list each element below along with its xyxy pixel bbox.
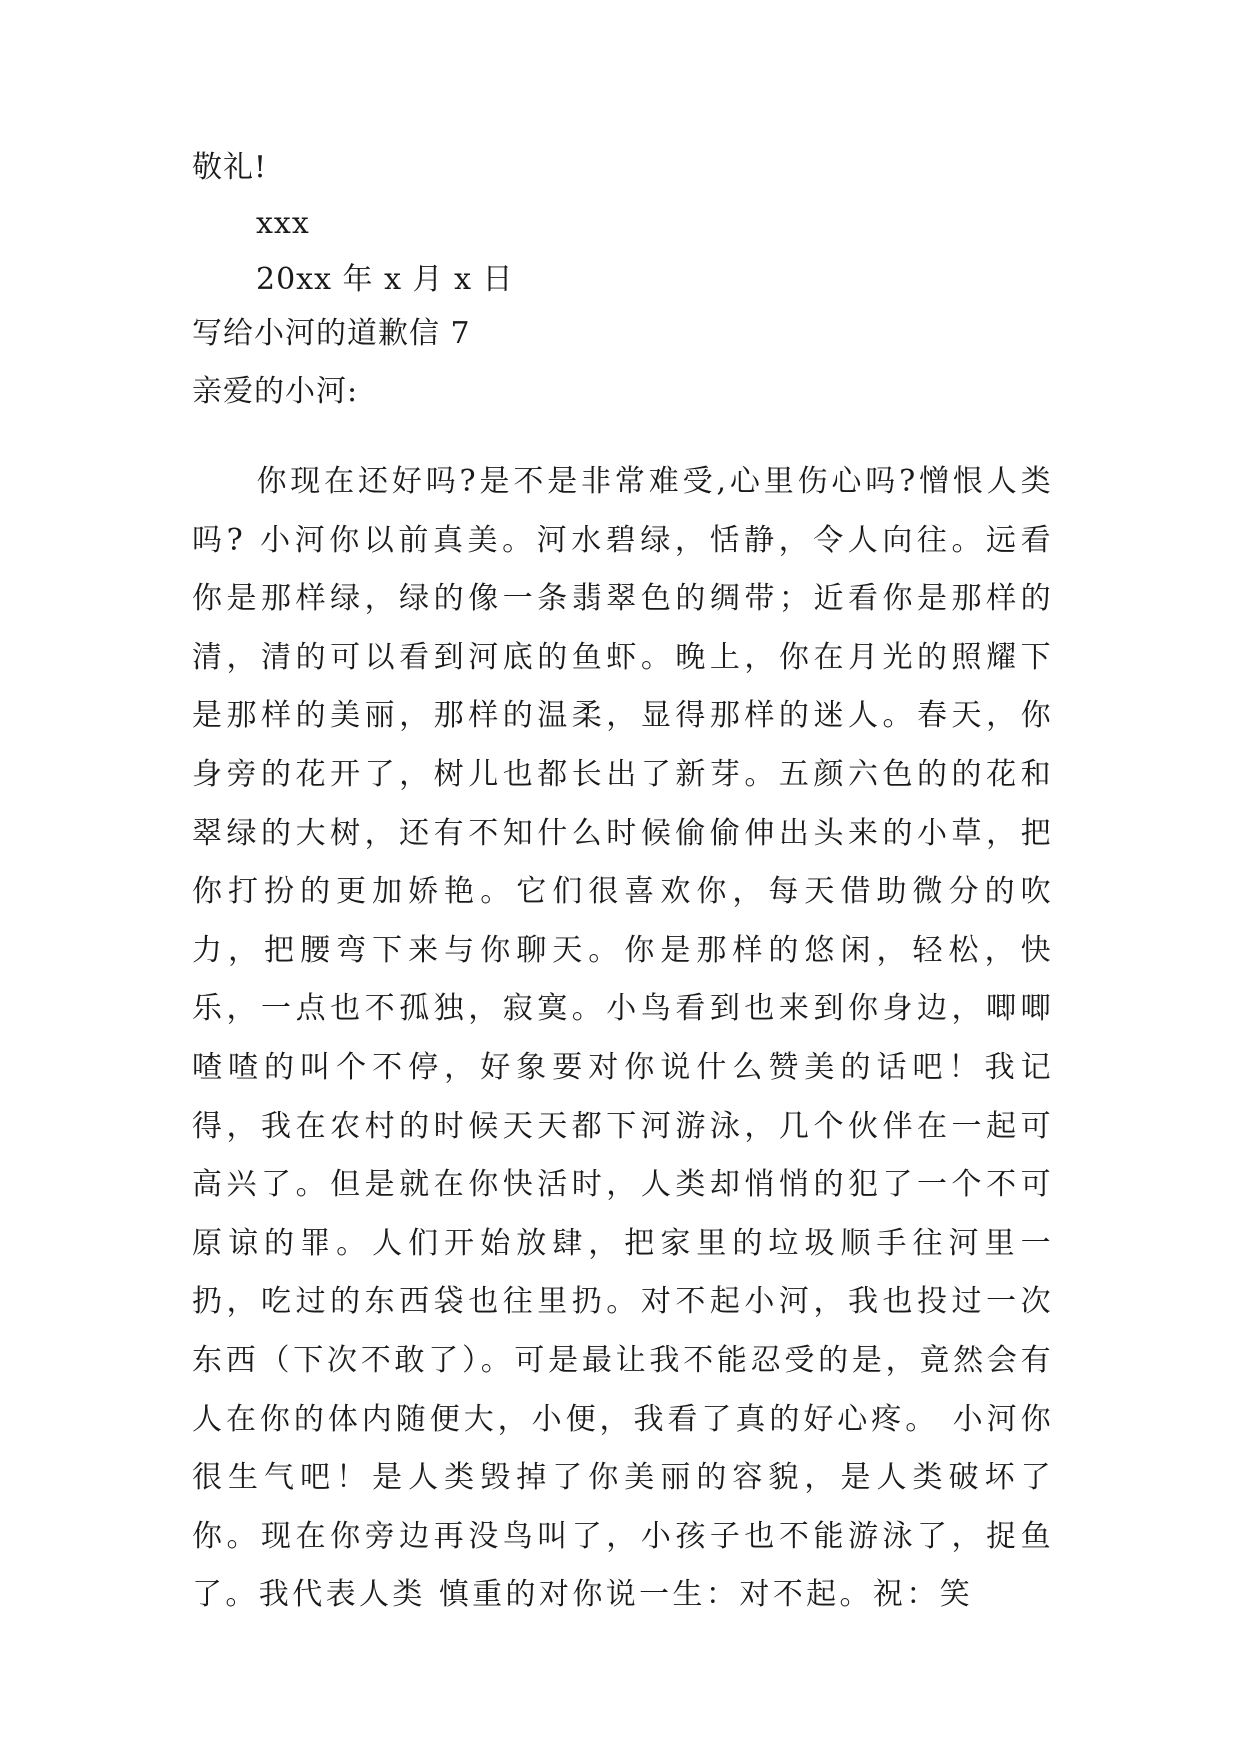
- closing-salute: 敬礼!: [192, 150, 268, 185]
- letter-date: 20xx 年 x 月 x 日: [256, 262, 514, 297]
- signature: xxx: [256, 206, 310, 241]
- letter-title: 写给小河的道歉信 7: [192, 316, 471, 351]
- letter-body-paragraph: [192, 453, 1054, 1625]
- letter-greeting: 亲爱的小河:: [192, 374, 359, 409]
- letter-body-text: 你现在还好吗?是不是非常难受,心里伤心吗?憎恨人类吗? 小河你以前真美。河水碧绿，恬静，令人向往。远看你是那样绿，绿的像一条翡翠色的绸带；近看你是那样的清，清的可以看到河底的鱼虾。晚上，你在月光的照耀下是那样的美丽，那样的温柔，显得那样的迷人。春天，你身旁的花开了，树儿也都长出了新芽。五颜六色的的花和翠绿的大树，还有不知什么时候偷偷伸出头来的小草，把你打扮的更加娇艳。它们很喜欢你，每天借助微分的吹力，把腰弯下来与你聊天。你是那样的悠闲，轻松，快乐，一点也不孤独，寂寞。小鸟看到也来到你身边，唧唧喳喳的叫个不停，好象要对你说什么赞美的话吧！我记得，我在农村的时候天天都下河游泳，几个伙伴在一起可高兴了。但是就在你快活时，人类却悄悄的犯了一个不可原谅的罪。人们开始放肆，把家里的垃圾顺手往河里一扔，吃过的东西袋也往里扔。对不起小河，我也投过一次东西（下次不敢了）。可是最让我不能忍受的是，竟然会有人在你的体内随便大，小便，我看了真的好心疼。 小河你很生气吧！是人类毁掉了你美丽的容貌，是人类破坏了你。现在你旁边再没鸟叫了，小孩子也不能游泳了，捉鱼了。我代表人类 慎重的对你说一生：对不起。祝：笑: [192, 464, 1054, 1613]
